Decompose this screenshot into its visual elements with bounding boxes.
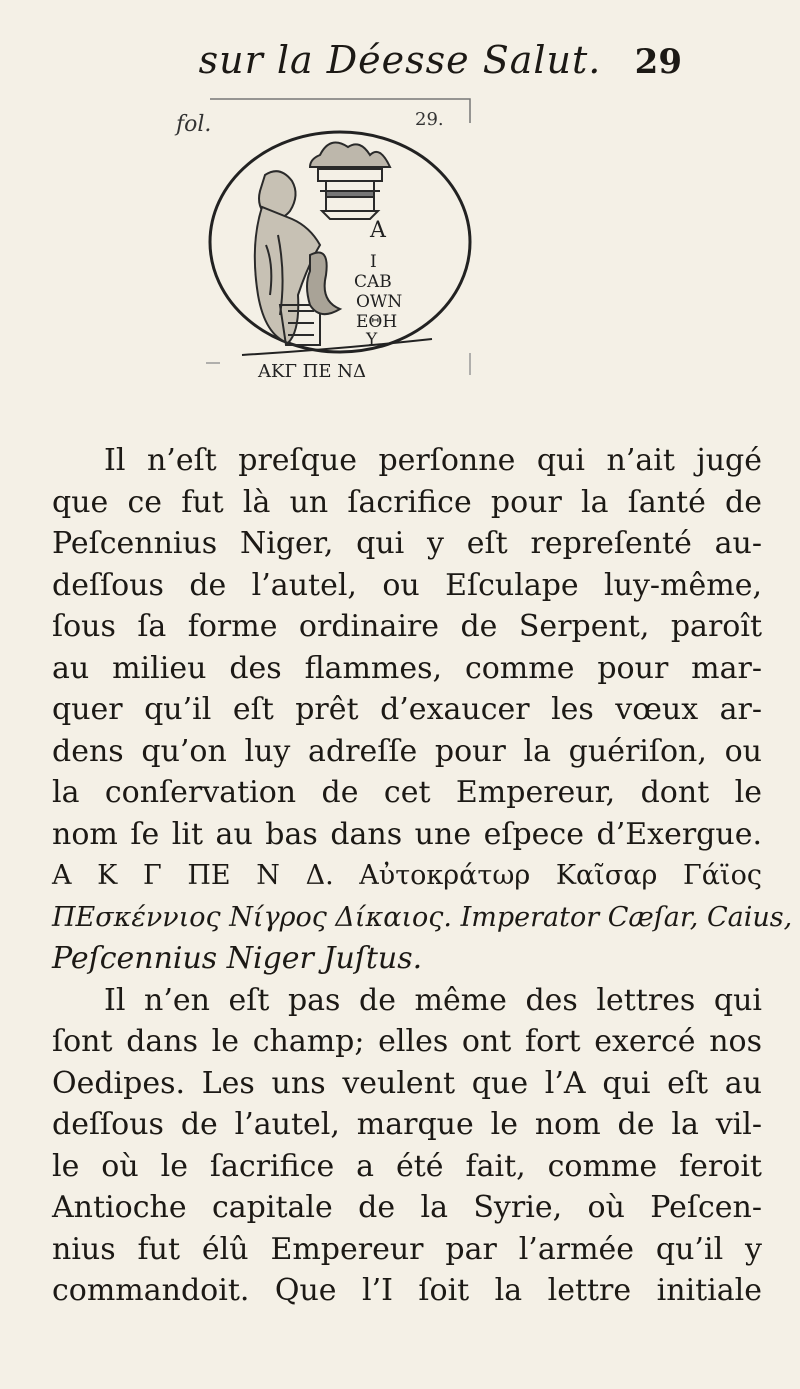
field-letters-cab: CAB — [354, 272, 392, 292]
field-letters-own: OWN — [356, 292, 403, 312]
text-line: deſſous de l’autel, ou Eſculape luy-même, — [52, 567, 762, 603]
field-letter-y: Y — [366, 330, 378, 350]
coin-illustration — [170, 95, 500, 395]
altar-icon — [310, 143, 390, 220]
greek-inscription-line: A K Γ ΠΕ Ν Δ. Αὐτοκράτωρ Καῖσαρ Γάϊος — [52, 860, 762, 891]
latin-translation-line: Peſcennius Niger Juſtus. — [52, 941, 423, 976]
page-header — [0, 30, 800, 100]
serpent-icon — [307, 253, 340, 315]
text-line: au milieu des flammes, comme pour mar- — [52, 650, 762, 686]
field-letter-i: I — [370, 252, 377, 272]
coin-left-label: fol. — [176, 112, 212, 137]
text-line: Il n’en eſt pas de même des lettres qui — [104, 982, 762, 1018]
text-line: Antioche capitale de la Syrie, où Peſcen- — [52, 1190, 762, 1225]
body-text — [52, 440, 793, 1312]
greek-inscription-line: ΠΕσκέννιος Νίγρος Δίκαιος. Imperator Cæſar, Caius, — [52, 901, 793, 933]
text-line: dens qu’on luy adreſſe pour la guériſon, ou — [52, 733, 762, 769]
text-line: quer qu’il eſt prêt d’exaucer les vœux ar- — [52, 692, 762, 727]
text-line: Peſcennius Niger, qui y eſt repreſenté au- — [52, 526, 762, 561]
page-number: 29 — [634, 42, 682, 82]
field-letters-eoh: EΘH — [356, 312, 398, 332]
running-head: sur la Déesse Salut. — [198, 38, 602, 82]
coin-drawing — [170, 95, 500, 395]
text-line: que ce fut là un ſacrifice pour la ſanté de — [52, 484, 762, 520]
text-line: Il n’eſt preſque perſonne qui n’ait jugé — [104, 443, 762, 478]
text-line: commandoit. Que l’I ſoit la lettre initiale — [52, 1273, 762, 1308]
text-line: nom ſe lit au bas dans une eſpece d’Exergue. — [52, 816, 762, 852]
text-line: le où le ſacrifice a été fait, comme feroit — [52, 1148, 762, 1184]
field-letter-a: A — [370, 218, 386, 243]
text-line: ſont dans le champ; elles ont fort exercé nos — [52, 1024, 762, 1059]
text-line: la conſervation de cet Empereur, dont le — [52, 775, 762, 810]
text-line: nius fut élû Empereur par l’armée qu’il y — [52, 1231, 762, 1267]
coin-right-label: 29. — [415, 109, 444, 130]
text-line: deſſous de l’autel, marque le nom de la vil- — [52, 1107, 762, 1142]
text-line: ſous ſa forme ordinaire de Serpent, paroît — [52, 609, 762, 644]
exergue-text: AKΓ ΠΕ ΝΔ — [258, 361, 366, 382]
text-line: Oedipes. Les uns veulent que l’A qui eſt au — [52, 1065, 762, 1101]
